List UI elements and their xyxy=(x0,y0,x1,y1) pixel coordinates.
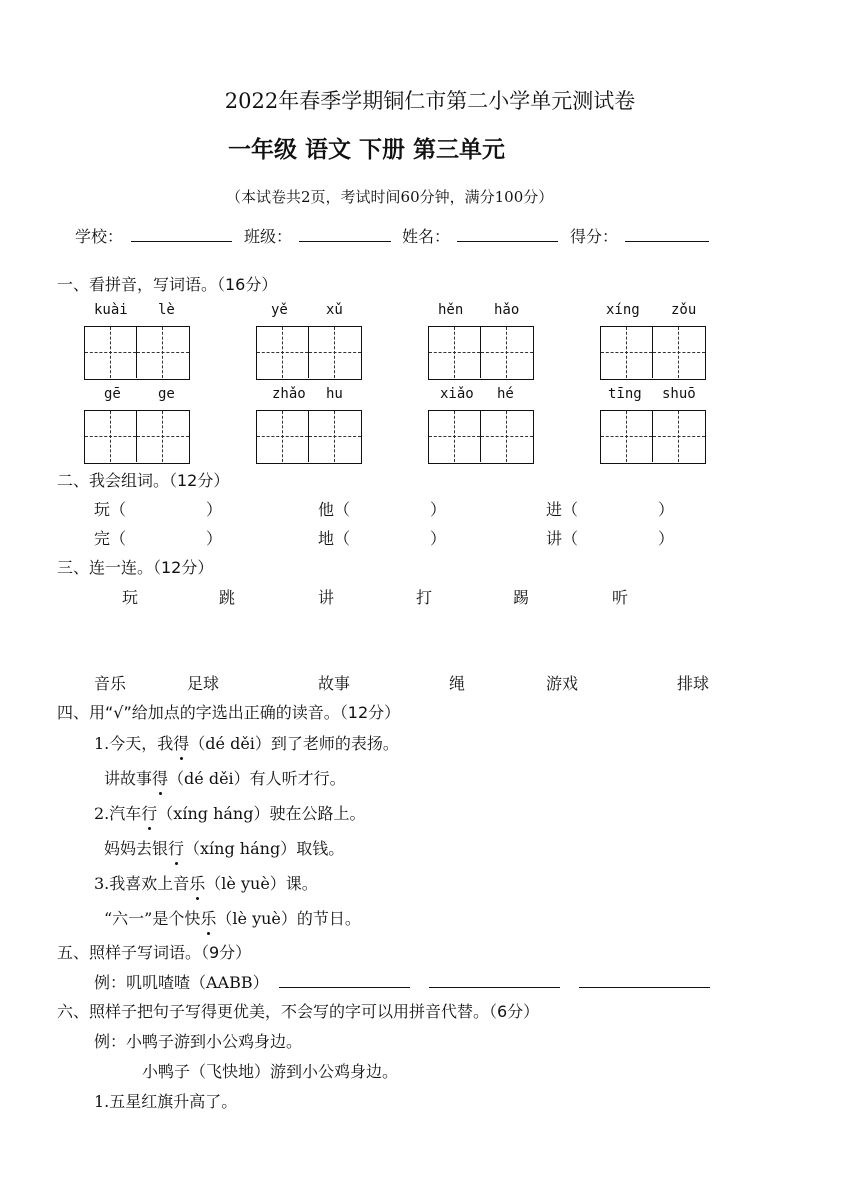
class-blank[interactable] xyxy=(299,223,391,242)
pronunciation-item[interactable] xyxy=(104,836,344,859)
sentence-part: （xíng háng）驶在公路上。 xyxy=(157,804,366,823)
paren-close: ） xyxy=(430,529,447,548)
pinyin: xíng xyxy=(606,302,640,318)
pinyin: kuài xyxy=(94,302,128,318)
match-noun[interactable]: 足球 xyxy=(187,674,220,693)
paren-close: ） xyxy=(658,529,675,548)
writing-grid[interactable] xyxy=(428,326,534,380)
sentence-part: （lè yuè）课。 xyxy=(205,874,318,893)
pinyin: zhǎo xyxy=(272,386,306,402)
pinyin: tīng xyxy=(608,386,642,402)
match-noun[interactable]: 排球 xyxy=(677,674,710,693)
exam-note: （本试卷共2页，考试时间60分钟，满分100分） xyxy=(226,188,554,206)
score-blank[interactable] xyxy=(625,223,709,242)
pinyin: hu xyxy=(326,386,343,402)
name-blank[interactable] xyxy=(457,223,558,242)
word-prompt: 玩（ xyxy=(94,500,127,519)
q6-example: 例：小鸭子游到小公鸡身边。 xyxy=(94,1032,303,1051)
writing-grid[interactable] xyxy=(600,410,706,464)
pronunciation-item[interactable] xyxy=(94,731,399,754)
pinyin: zǒu xyxy=(671,302,697,318)
writing-grid[interactable] xyxy=(84,410,190,464)
sentence-part: （xíng háng）取钱。 xyxy=(184,839,345,858)
exam-title: 2022年春季学期铜仁市第二小学单元测试卷 xyxy=(224,89,636,113)
paren-close: ） xyxy=(206,500,223,519)
match-verb[interactable]: 听 xyxy=(612,588,629,607)
pronunciation-item[interactable] xyxy=(104,906,361,929)
match-verb[interactable]: 讲 xyxy=(318,588,335,607)
q2-heading: 二、我会组词。（12分） xyxy=(57,471,230,490)
word-prompt: 完（ xyxy=(94,529,127,548)
q5-example: 例：叽叽喳喳（AABB） xyxy=(94,973,269,992)
paren-close: ） xyxy=(658,500,675,519)
sentence-part: 讲故事 xyxy=(104,769,153,788)
sentence-part: （lè yuè）的节日。 xyxy=(216,909,361,928)
q6-item: 1.五星红旗升高了。 xyxy=(94,1092,238,1111)
word-prompt: 他（ xyxy=(318,500,351,519)
q3-heading: 三、连一连。（12分） xyxy=(57,558,214,577)
sentence-part: （dé děi）到了老师的表扬。 xyxy=(189,734,399,753)
q6-example-answer: 小鸭子（飞快地）游到小公鸡身边。 xyxy=(142,1062,399,1081)
q6-heading: 六、照样子把句子写得更优美，不会写的字可以用拼音代替。（6分） xyxy=(57,1002,540,1021)
match-verb[interactable]: 玩 xyxy=(122,588,139,607)
paren-close: ） xyxy=(430,500,447,519)
pinyin: ge xyxy=(158,386,175,402)
match-verb[interactable]: 打 xyxy=(416,588,433,607)
sentence-part: （dé děi）有人听才行。 xyxy=(168,769,346,788)
match-noun[interactable]: 音乐 xyxy=(94,674,127,693)
pronunciation-item[interactable] xyxy=(94,871,318,894)
class-label: 班级： xyxy=(244,227,293,246)
dotted-char: 得 xyxy=(173,731,189,754)
pronunciation-item[interactable] xyxy=(94,801,365,824)
q4-heading: 四、用“√”给加点的字选出正确的读音。（12分） xyxy=(57,703,401,722)
sentence-part: 妈妈去银 xyxy=(104,839,169,858)
pinyin: shuō xyxy=(662,386,696,402)
name-label: 姓名： xyxy=(402,227,451,246)
sentence-part: 1.今天，我 xyxy=(94,734,174,753)
sentence-part: “六一”是个快 xyxy=(104,909,201,928)
match-noun[interactable]: 故事 xyxy=(318,674,351,693)
q5-heading: 五、照样子写词语。（9分） xyxy=(57,943,252,962)
writing-grid[interactable] xyxy=(428,410,534,464)
match-verb[interactable]: 踢 xyxy=(513,588,530,607)
pinyin: xǔ xyxy=(326,302,343,318)
word-prompt: 进（ xyxy=(546,500,579,519)
pinyin: hěn xyxy=(438,302,464,318)
dotted-char: 行 xyxy=(168,836,184,859)
match-verb[interactable]: 跳 xyxy=(219,588,236,607)
pinyin: gē xyxy=(104,386,121,402)
writing-grid[interactable] xyxy=(84,326,190,380)
word-prompt: 地（ xyxy=(318,529,351,548)
word-prompt: 讲（ xyxy=(546,529,579,548)
q1-heading: 一、看拼音，写词语。（16分） xyxy=(57,275,278,294)
dotted-char: 乐 xyxy=(189,871,205,894)
writing-grid[interactable] xyxy=(256,326,362,380)
dotted-char: 得 xyxy=(152,766,168,789)
pinyin: hǎo xyxy=(494,302,520,318)
pinyin: xiǎo xyxy=(440,386,474,402)
pinyin: lè xyxy=(158,302,175,318)
dotted-char: 行 xyxy=(141,801,157,824)
exam-subtitle: 一年级 语文 下册 第三单元 xyxy=(228,137,506,163)
answer-blank[interactable] xyxy=(429,969,560,988)
writing-grid[interactable] xyxy=(600,326,706,380)
pinyin: hé xyxy=(497,386,514,402)
score-label: 得分： xyxy=(570,227,619,246)
sentence-part: 2.汽车 xyxy=(94,804,142,823)
pronunciation-item[interactable] xyxy=(104,766,346,789)
match-noun[interactable]: 游戏 xyxy=(546,674,579,693)
paren-close: ） xyxy=(206,529,223,548)
pinyin: yě xyxy=(271,302,288,318)
match-noun[interactable]: 绳 xyxy=(449,674,466,693)
school-blank[interactable] xyxy=(131,223,232,242)
sentence-part: 3.我喜欢上音 xyxy=(94,874,190,893)
writing-grid[interactable] xyxy=(256,410,362,464)
answer-blank[interactable] xyxy=(279,969,410,988)
answer-blank[interactable] xyxy=(579,969,710,988)
dotted-char: 乐 xyxy=(200,906,216,929)
school-label: 学校： xyxy=(75,227,124,246)
